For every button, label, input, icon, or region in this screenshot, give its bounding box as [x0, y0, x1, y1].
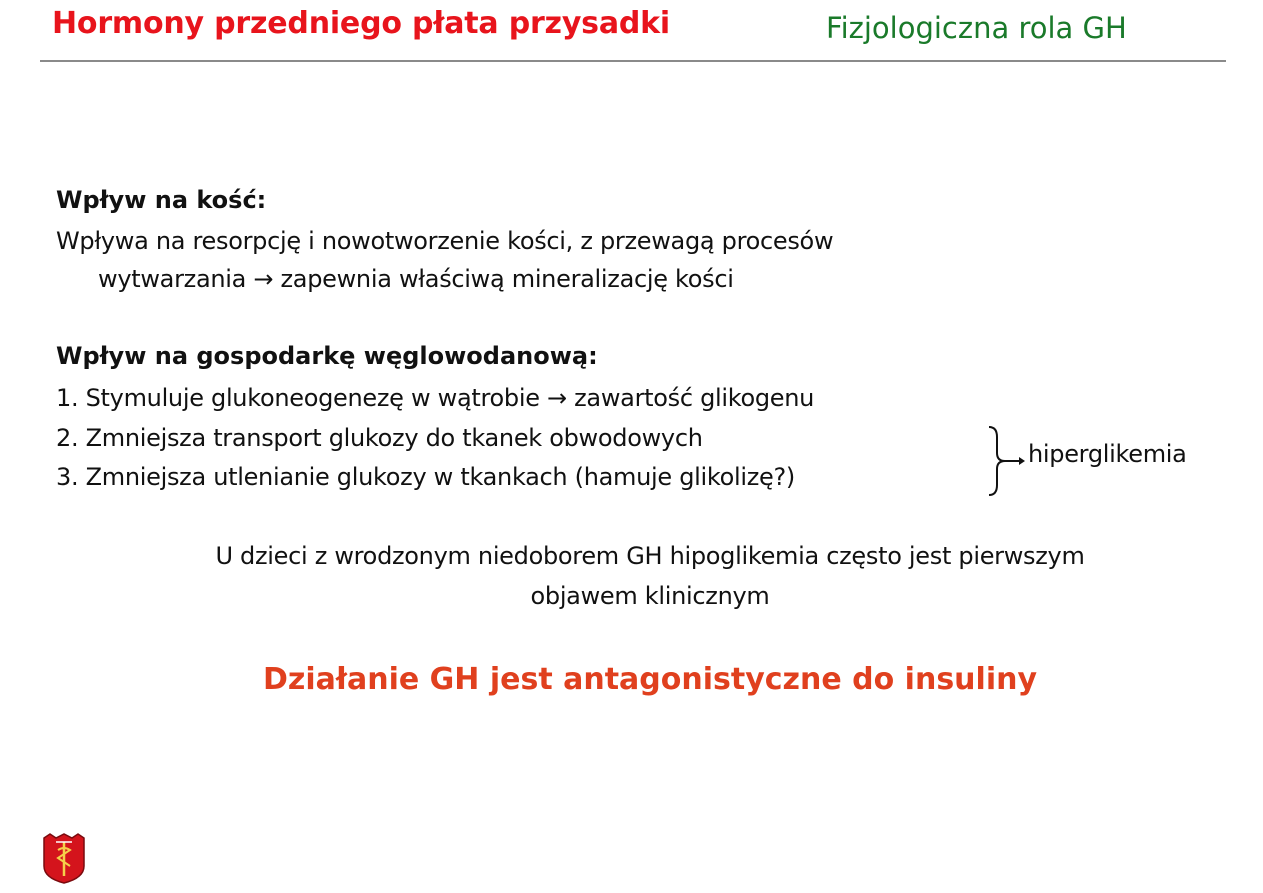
hyperglycemia-label: hiperglikemia [1028, 440, 1187, 468]
brace-arrow-icon [985, 425, 1025, 497]
carbs-item-3: 3. Zmniejsza utlenianie glukozy w tkankach (hamuje glikolizę?) [56, 463, 795, 491]
bone-line-1: Wpływa na resorpcję i nowotworzenie kości, z przewagą procesów [56, 227, 834, 255]
bone-heading: Wpływ na kość: [56, 186, 267, 214]
note-line-2: objawem klinicznym [530, 582, 770, 610]
header-divider [40, 60, 1226, 62]
slide-title: Hormony przedniego płata przysadki [52, 6, 670, 41]
carbs-heading: Wpływ na gospodarkę węglowodanową: [56, 342, 598, 370]
university-crest-icon [42, 832, 86, 884]
slide-subtitle: Fizjologiczna rola GH [826, 11, 1127, 45]
bone-line-2: wytwarzania → zapewnia właściwą mineralizację kości [98, 265, 734, 293]
carbs-item-1: 1. Stymuluje glukoneogenezę w wątrobie → zawartość glikogenu [56, 384, 815, 412]
carbs-item-2: 2. Zmniejsza transport glukozy do tkanek obwodowych [56, 424, 703, 452]
conclusion: Działanie GH jest antagonistyczne do insuliny [262, 662, 1038, 697]
note-line-1: U dzieci z wrodzonym niedoborem GH hipoglikemia często jest pierwszym [215, 542, 1085, 570]
